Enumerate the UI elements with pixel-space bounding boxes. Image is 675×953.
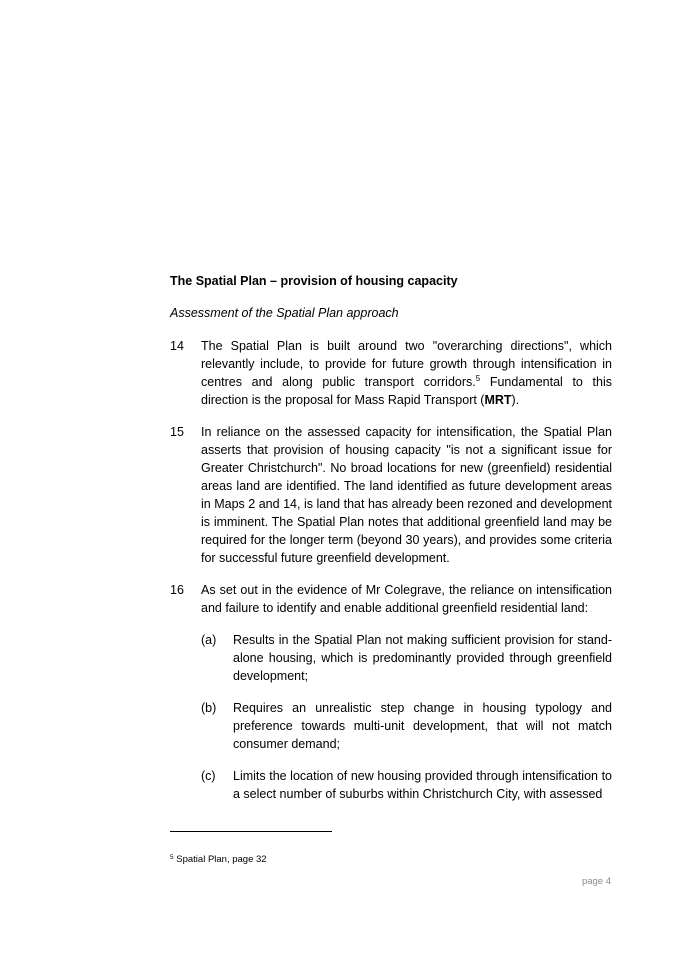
- section-heading: The Spatial Plan – provision of housing capacity: [170, 274, 458, 288]
- paragraph-15: [170, 423, 612, 567]
- paragraph-text: [201, 337, 612, 409]
- paragraph-text-part: The Spatial Plan is built around two "overarching directions", which relevantly include, to provide for future growth through intensification in centres and along public transport corridors.: [201, 339, 612, 389]
- subitem-label: (a): [201, 633, 217, 647]
- subitem-text: Limits the location of new housing provided through intensification to a select number of suburbs within Christchurch City, with assessed: [233, 769, 612, 801]
- subitem-text: Requires an unrealistic step change in housing typology and preference towards multi-unit development, that will not match consumer demand;: [233, 701, 612, 751]
- paragraph-16: [170, 581, 612, 617]
- subitem-b: [201, 699, 612, 753]
- footnote-reference[interactable]: 5: [475, 374, 481, 383]
- paragraph-text-part: Fundamental to this direction is the proposal for Mass Rapid Transport (: [201, 375, 612, 407]
- subitem-label: (c): [201, 769, 216, 783]
- footnote-text: Spatial Plan, page 32: [173, 854, 267, 865]
- defined-term: MRT: [484, 393, 512, 407]
- subitem-label: (b): [201, 701, 217, 715]
- paragraph-text-part: ).: [511, 393, 520, 407]
- subitem-c: [201, 767, 612, 803]
- paragraph-number: 14: [170, 339, 184, 353]
- paragraph-number: 16: [170, 583, 184, 597]
- footnote: [170, 854, 267, 865]
- footnote-number: 5: [170, 854, 174, 861]
- paragraph-text: As set out in the evidence of Mr Colegrave, the reliance on intensification and failure to identify and enable additional greenfield residential land:: [201, 583, 612, 615]
- subitem-text: Results in the Spatial Plan not making sufficient provision for stand-alone housing, which is predominantly provided through greenfield development;: [233, 633, 612, 683]
- section-subheading: Assessment of the Spatial Plan approach: [170, 306, 399, 320]
- paragraph-14: [170, 337, 612, 409]
- paragraph-text: In reliance on the assessed capacity for intensification, the Spatial Plan asserts that provision of housing capacity "is not a significant issue for Greater Christchurch". No broad locations for new (greenfield) residential areas land are identified. The land identified as future development areas in Maps 2 and 14, is land that has already been rezoned and development is imminent. The Spatial Plan notes that additional greenfield land may be required for the longer term (beyond 30 years), and provides some criteria for successful future greenfield development.: [201, 425, 612, 565]
- page-number: page 4: [581, 876, 611, 887]
- subitem-a: [201, 631, 612, 685]
- paragraph-number: 15: [170, 425, 184, 439]
- footnote-separator: [170, 831, 332, 832]
